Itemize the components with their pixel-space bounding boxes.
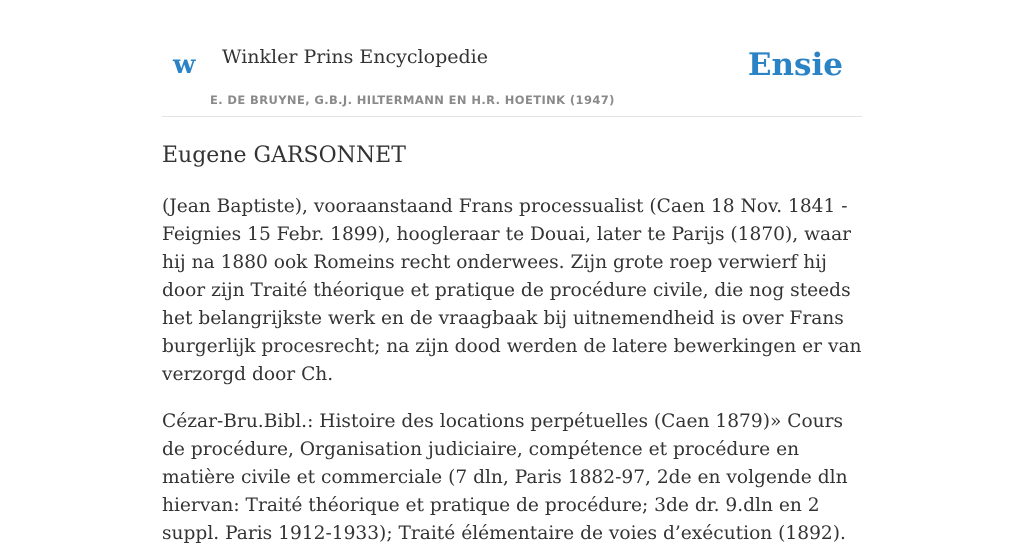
header — [162, 0, 862, 117]
encyclopedia-title[interactable]: Winkler Prins Encyclopedie — [222, 46, 488, 68]
encyclopedia-logo[interactable]: w — [173, 50, 196, 80]
encyclopedia-authors: E. DE BRUYNE, G.B.J. HILTERMANN EN H.R. HOETINK (1947) — [210, 93, 615, 107]
ensie-logo[interactable]: Ensie — [747, 47, 843, 83]
article-paragraph: (Jean Baptiste), vooraanstaand Frans processualist (Caen 18 Nov. 1841 - Feignies 15 Febr. 1899), hoogleraar te Douai, later te Parijs (1870), waar hij na 1880 ook Romeins recht onderwees. Zijn grote roep verwierf hij door zijn Traité théorique et pratique de procédure civile, die nog steeds het belangrijkste werk en de vraagbaak bij uitnemendheid is over Frans burgerlijk procesrecht; na zijn dood werden de latere bewerkingen er van verzorgd door Ch. — [162, 196, 862, 385]
article-paragraph: Cézar-Bru.Bibl.: Histoire des locations perpétuelles (Caen 1879)» Cours de procédure, Organisation judiciaire, compétence et procédure en matière civile et commerciale (7 dln, Paris 1882-97, 2de en volgende dln hiervan: Traité théorique et pratique de procédure; 3de dr. 9.dln en 2 suppl. Paris 1912-1933); Traité élémentaire de voies d’exécution (1892). — [162, 411, 848, 544]
article-title: Eugene GARSONNET — [162, 143, 406, 168]
page — [162, 0, 862, 548]
